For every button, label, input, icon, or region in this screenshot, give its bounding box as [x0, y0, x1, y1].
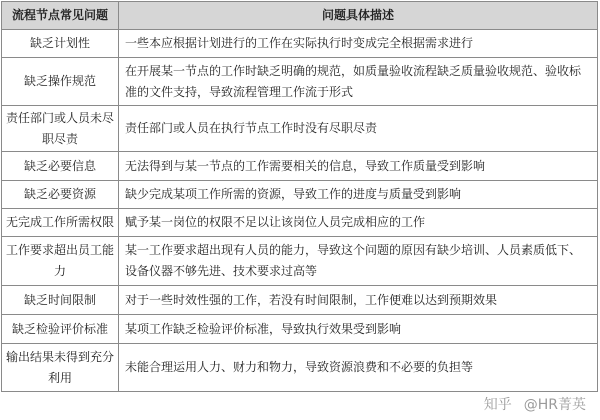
header-description: 问题具体描述: [119, 2, 598, 30]
table-row: [2, 58, 598, 106]
table-row: [2, 30, 598, 58]
watermark-author: @HR菁英: [523, 397, 586, 413]
table-row: [2, 152, 598, 181]
issue-cell: 缺乏必要信息: [2, 152, 119, 181]
process-issues-table: [1, 1, 598, 392]
issue-cell: 无完成工作所需权限: [2, 209, 119, 237]
header-issue: 流程节点常见问题: [2, 2, 119, 30]
issue-cell: 缺乏检验评价标准: [2, 315, 119, 344]
description-cell: 责任部门或人员在执行节点工作时没有尽职尽责: [119, 106, 598, 152]
table-row: [2, 237, 598, 286]
description-cell: 赋予某一岗位的权限不足以让该岗位人员完成相应的工作: [119, 209, 598, 237]
issue-cell: 责任部门或人员未尽职尽责: [2, 106, 119, 152]
description-cell: 对于一些时效性强的工作，若没有时间限制，工作便难以达到预期效果: [119, 286, 598, 315]
description-cell: 一些本应根据计划进行的工作在实际执行时变成完全根据需求进行: [119, 30, 598, 58]
issue-cell: 缺乏必要资源: [2, 181, 119, 209]
watermark: [484, 394, 586, 414]
table-row: [2, 181, 598, 209]
header-row: [2, 2, 598, 30]
description-cell: 在开展某一节点的工作时缺乏明确的规范，如质量验收流程缺乏质量验收规范、验收标准的文件支持，导致流程管理工作流于形式: [119, 58, 598, 106]
table-row: [2, 286, 598, 315]
issue-cell: 缺乏时间限制: [2, 286, 119, 315]
table-body: [2, 30, 598, 392]
description-cell: 未能合理运用人力、财力和物力，导致资源浪费和不必要的负担等: [119, 344, 598, 392]
description-cell: 某一工作要求超出现有人员的能力，导致这个问题的原因有缺少培训、人员素质低下、设备仪器不够先进、技术要求过高等: [119, 237, 598, 286]
issue-cell: 输出结果未得到充分利用: [2, 344, 119, 392]
table-row: [2, 315, 598, 344]
issue-cell: 缺乏操作规范: [2, 58, 119, 106]
description-cell: 无法得到与某一节点的工作需要相关的信息，导致工作质量受到影响: [119, 152, 598, 181]
description-cell: 某项工作缺乏检验评价标准，导致执行效果受到影响: [119, 315, 598, 344]
description-cell: 缺少完成某项工作所需的资源，导致工作的进度与质量受到影响: [119, 181, 598, 209]
watermark-brand: 知乎: [483, 397, 512, 413]
table-row: [2, 209, 598, 237]
table-row: [2, 106, 598, 152]
table-header: [2, 2, 598, 30]
issue-cell: 工作要求超出员工能力: [2, 237, 119, 286]
table-row: [2, 344, 598, 392]
issue-cell: 缺乏计划性: [2, 30, 119, 58]
